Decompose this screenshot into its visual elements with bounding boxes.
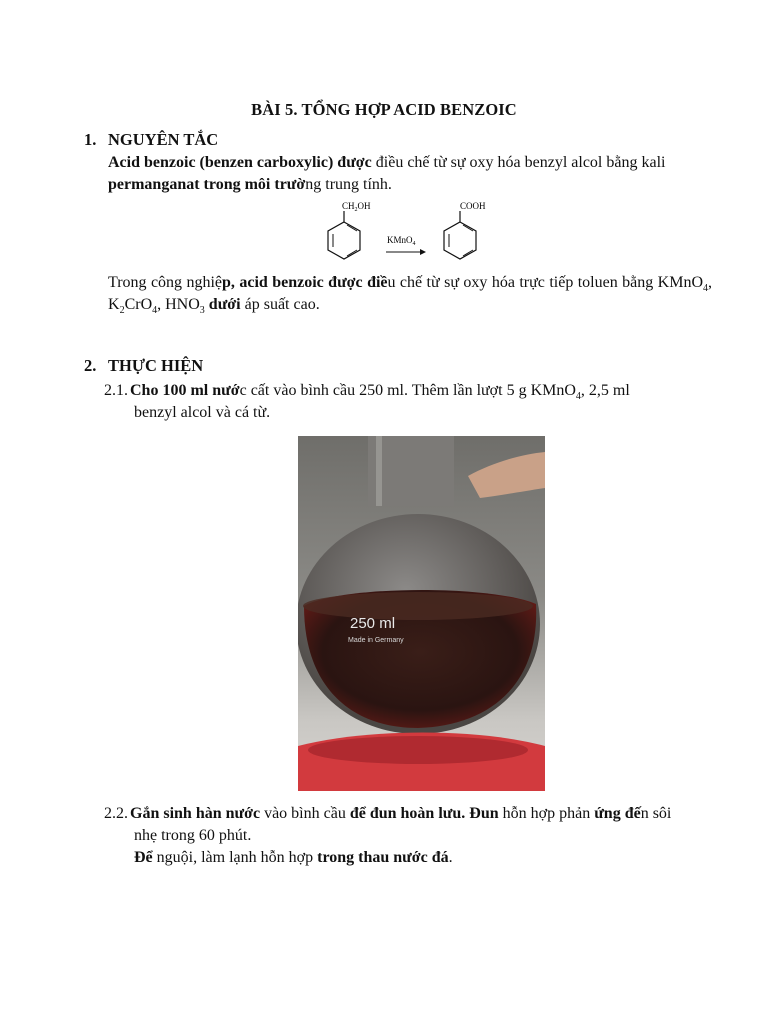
reagent-label: KMnO$_4$: [387, 235, 416, 247]
p2-part1: Trong công nghiệ: [108, 274, 223, 291]
section-2-number: 2.: [84, 356, 97, 375]
s2-l3-bold1: Để: [134, 849, 153, 866]
p2-part3: , K: [108, 274, 713, 313]
flask-photo: [298, 436, 545, 791]
s2-part1: vào bình cầu: [260, 805, 350, 822]
reaction-scheme: [320, 196, 500, 268]
p1-bold-start: Acid benzoic (benzen carboxylic) được: [108, 154, 372, 171]
step-2-1: [104, 380, 712, 424]
s2-bold1: Gắn sinh hàn nước: [130, 805, 261, 822]
p2-sub3: 4: [152, 305, 158, 317]
p1-bold-mid: permanganat trong môi trườ: [108, 176, 306, 193]
p2-sub1: 4: [703, 283, 709, 295]
s2-l3-part2: .: [448, 849, 453, 866]
p2-sub4: 3: [199, 305, 205, 317]
flask-made-in-label: Made in Germany: [348, 637, 404, 644]
flask-volume-label: 250 ml: [350, 615, 396, 632]
s2-part2: hỗn hợp phản: [498, 805, 595, 822]
step-2-2: [104, 803, 712, 869]
section-1-title: NGUYÊN TẮC: [108, 130, 219, 149]
principle-paragraph-2: [108, 272, 712, 316]
s1-part1: c cất vào bình cầu 250 ml. Thêm lần lượt 5 g KMnO: [239, 382, 576, 399]
s2-part3: n sôi: [640, 805, 672, 822]
p2-part6: áp suất cao.: [240, 296, 320, 313]
s2-bold3: ứng đế: [594, 805, 641, 822]
page-title: BÀI 5. TỔNG HỢP ACID BENZOIC: [251, 100, 517, 119]
p2-sub2: 2: [119, 305, 125, 317]
benzyl-alcohol-structure: [328, 201, 371, 259]
reactant-label: $CH_2OH$: [342, 201, 371, 213]
step-2-2-line3: [108, 847, 712, 869]
product-label: COOH: [460, 201, 486, 211]
p1-part2: ng trung tính.: [305, 176, 392, 193]
step-2-1-number: 2.1.: [104, 382, 128, 399]
section-1-number: 1.: [84, 130, 97, 149]
p2-bold2: dưới: [204, 296, 241, 313]
p2-bold1: p, acid benzoic được điề: [222, 274, 388, 291]
p2-part2: u chế từ sự oxy hóa trực tiếp toluen bằng KMnO: [387, 274, 704, 291]
step-2-2-number: 2.2.: [104, 805, 128, 822]
s1-part2: , 2,5 ml: [580, 382, 630, 399]
s2-l3-bold2: trong thau nước đá: [317, 849, 449, 866]
p2-part5: , HNO: [157, 296, 200, 313]
s1-sub1: 4: [575, 391, 581, 403]
benzoic-acid-structure: [444, 201, 486, 259]
section-1-heading: [84, 130, 218, 150]
step-2-1-line2: benzyl alcol và cá từ.: [134, 404, 271, 421]
s1-bold1: Cho 100 ml nướ: [130, 382, 240, 399]
s2-l3-part1: nguội, làm lạnh hỗn hợp: [152, 849, 318, 866]
principle-paragraph-1: [108, 152, 712, 196]
p1-part1: điều chế từ sự oxy hóa benzyl alcol bằng kali: [371, 154, 666, 171]
step-2-2-line2: nhẹ trong 60 phút.: [134, 827, 252, 844]
section-2-title: THỰC HIỆN: [108, 356, 204, 375]
p2-part4: CrO: [124, 296, 153, 313]
section-2-heading: [84, 356, 203, 376]
reaction-arrow: [386, 235, 426, 255]
s2-bold2: để đun hoàn lưu. Đun: [349, 805, 499, 822]
